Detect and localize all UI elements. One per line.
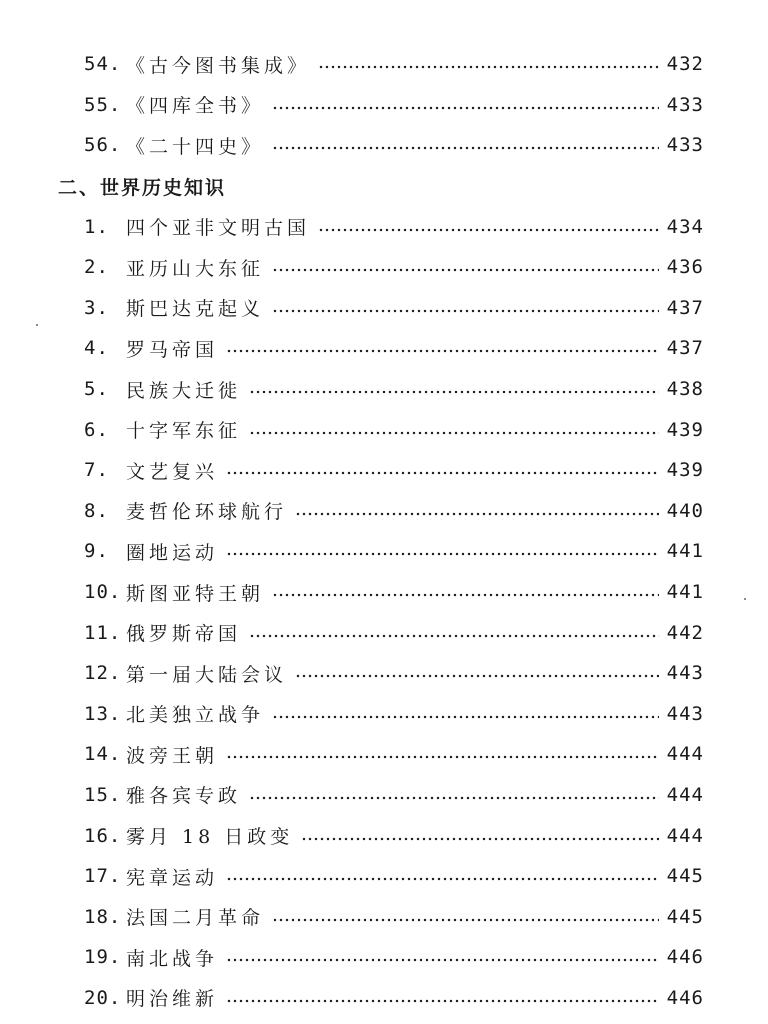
entry-number: 12. bbox=[84, 662, 122, 685]
dot-leader bbox=[226, 349, 659, 353]
entry-number: 2. bbox=[84, 256, 109, 279]
dot-leader bbox=[272, 146, 659, 150]
entry-title: 亚历山大东征 bbox=[126, 257, 265, 280]
entry-number: 8. bbox=[84, 499, 109, 522]
toc-entry bbox=[0, 491, 704, 532]
dot-leader bbox=[226, 877, 659, 881]
toc-entry bbox=[0, 450, 704, 491]
entry-page-number: 438 bbox=[666, 378, 704, 401]
entry-number: 54. bbox=[84, 53, 122, 76]
entry-number: 13. bbox=[84, 702, 122, 725]
entry-page-number: 437 bbox=[666, 296, 704, 319]
dot-leader bbox=[272, 715, 659, 719]
toc-entry bbox=[0, 815, 704, 856]
dot-leader bbox=[301, 837, 658, 841]
entry-title: 《二十四史》 bbox=[126, 135, 265, 158]
entry-page-number: 444 bbox=[666, 824, 704, 847]
entry-page-number: 440 bbox=[666, 499, 704, 522]
entry-page-number: 442 bbox=[666, 621, 704, 644]
entry-page-number: 433 bbox=[666, 93, 704, 116]
entry-title: 俄罗斯帝国 bbox=[126, 623, 242, 646]
entry-number: 1. bbox=[84, 215, 109, 238]
entry-number: 15. bbox=[84, 783, 122, 806]
entry-title: 罗马帝国 bbox=[126, 338, 219, 361]
toc-entry bbox=[0, 572, 704, 613]
toc-entry bbox=[0, 531, 704, 572]
entry-title: 麦哲伦环球航行 bbox=[126, 501, 288, 524]
table-of-contents bbox=[0, 44, 768, 1018]
entry-number: 3. bbox=[84, 296, 109, 319]
entry-number: 55. bbox=[84, 93, 122, 116]
entry-page-number: 444 bbox=[666, 743, 704, 766]
entry-page-number: 433 bbox=[666, 134, 704, 157]
toc-entry bbox=[0, 612, 704, 653]
entry-title: 圈地运动 bbox=[126, 541, 219, 564]
entry-number: 56. bbox=[84, 134, 122, 157]
entry-page-number: 444 bbox=[666, 783, 704, 806]
entry-title: 南北战争 bbox=[126, 947, 219, 970]
entry-number: 11. bbox=[84, 621, 122, 644]
entry-number: 16. bbox=[84, 824, 122, 847]
entry-page-number: 441 bbox=[666, 581, 704, 604]
toc-entry bbox=[0, 125, 704, 166]
entry-title: 波旁王朝 bbox=[126, 744, 219, 767]
entry-number: 4. bbox=[84, 337, 109, 360]
entry-title: 斯图亚特王朝 bbox=[126, 582, 265, 605]
dot-leader bbox=[249, 796, 659, 800]
entry-number: 14. bbox=[84, 743, 122, 766]
dot-leader bbox=[226, 999, 659, 1003]
toc-entry bbox=[0, 409, 704, 450]
toc-entry bbox=[0, 694, 704, 735]
dot-leader bbox=[249, 634, 659, 638]
dot-leader bbox=[226, 471, 659, 475]
toc-entry bbox=[0, 328, 704, 369]
toc-entry bbox=[0, 85, 704, 126]
entry-title: 斯巴达克起义 bbox=[126, 298, 265, 321]
entry-page-number: 436 bbox=[666, 256, 704, 279]
dot-leader bbox=[318, 65, 659, 69]
entry-page-number: 434 bbox=[666, 215, 704, 238]
toc-entry bbox=[0, 896, 704, 937]
dot-leader bbox=[249, 431, 659, 435]
entry-page-number: 443 bbox=[666, 662, 704, 685]
dot-leader bbox=[318, 228, 659, 232]
entry-title: 四个亚非文明古国 bbox=[126, 217, 311, 240]
entry-number: 18. bbox=[84, 905, 122, 928]
toc-entry bbox=[0, 653, 704, 694]
entry-page-number: 446 bbox=[666, 986, 704, 1009]
dot-leader bbox=[226, 958, 659, 962]
dot-leader bbox=[295, 674, 659, 678]
dot-leader bbox=[272, 106, 659, 110]
entry-title: 文艺复兴 bbox=[126, 460, 219, 483]
entry-number: 20. bbox=[84, 986, 122, 1009]
entry-title: 法国二月革命 bbox=[126, 907, 265, 930]
toc-entry bbox=[0, 247, 704, 288]
toc-entry bbox=[0, 734, 704, 775]
entry-number: 19. bbox=[84, 946, 122, 969]
entry-page-number: 432 bbox=[666, 53, 704, 76]
toc-entry bbox=[0, 978, 704, 1019]
entry-page-number: 439 bbox=[666, 418, 704, 441]
entry-number: 6. bbox=[84, 418, 109, 441]
entry-number: 9. bbox=[84, 540, 109, 563]
dot-leader bbox=[226, 755, 659, 759]
toc-entry bbox=[0, 288, 704, 329]
entry-title: 民族大迁徙 bbox=[126, 379, 242, 402]
dot-leader bbox=[249, 390, 659, 394]
entry-number: 7. bbox=[84, 459, 109, 482]
entry-title: 明治维新 bbox=[126, 988, 219, 1011]
entry-title: 雅各宾专政 bbox=[126, 785, 242, 808]
entry-page-number: 445 bbox=[666, 905, 704, 928]
toc-entry bbox=[0, 937, 704, 978]
entry-title: 《古今图书集成》 bbox=[126, 54, 311, 77]
entry-number: 5. bbox=[84, 378, 109, 401]
entry-title: 十字军东征 bbox=[126, 420, 242, 443]
dot-leader bbox=[272, 309, 659, 313]
entry-page-number: 445 bbox=[666, 865, 704, 888]
section-heading bbox=[0, 166, 768, 207]
dot-leader bbox=[272, 593, 659, 597]
entry-page-number: 439 bbox=[666, 459, 704, 482]
toc-entry bbox=[0, 775, 704, 816]
scan-speck bbox=[36, 324, 38, 326]
toc-entry bbox=[0, 856, 704, 897]
dot-leader bbox=[272, 268, 659, 272]
entry-title: 《四库全书》 bbox=[126, 95, 265, 118]
toc-entry bbox=[0, 206, 704, 247]
entry-page-number: 441 bbox=[666, 540, 704, 563]
section-title: 二、世界历史知识 bbox=[58, 176, 227, 199]
dot-leader bbox=[226, 552, 659, 556]
entry-number: 17. bbox=[84, 865, 122, 888]
toc-entry bbox=[0, 369, 704, 410]
entry-title: 第一届大陆会议 bbox=[126, 663, 288, 686]
entry-title: 宪章运动 bbox=[126, 866, 219, 889]
entry-page-number: 446 bbox=[666, 946, 704, 969]
entry-title: 北美独立战争 bbox=[126, 704, 265, 727]
toc-entry bbox=[0, 44, 704, 85]
entry-number: 10. bbox=[84, 581, 122, 604]
entry-page-number: 437 bbox=[666, 337, 704, 360]
dot-leader bbox=[295, 512, 659, 516]
entry-page-number: 443 bbox=[666, 702, 704, 725]
dot-leader bbox=[272, 918, 659, 922]
entry-title: 雾月 18 日政变 bbox=[126, 826, 294, 849]
scan-speck bbox=[744, 598, 746, 600]
